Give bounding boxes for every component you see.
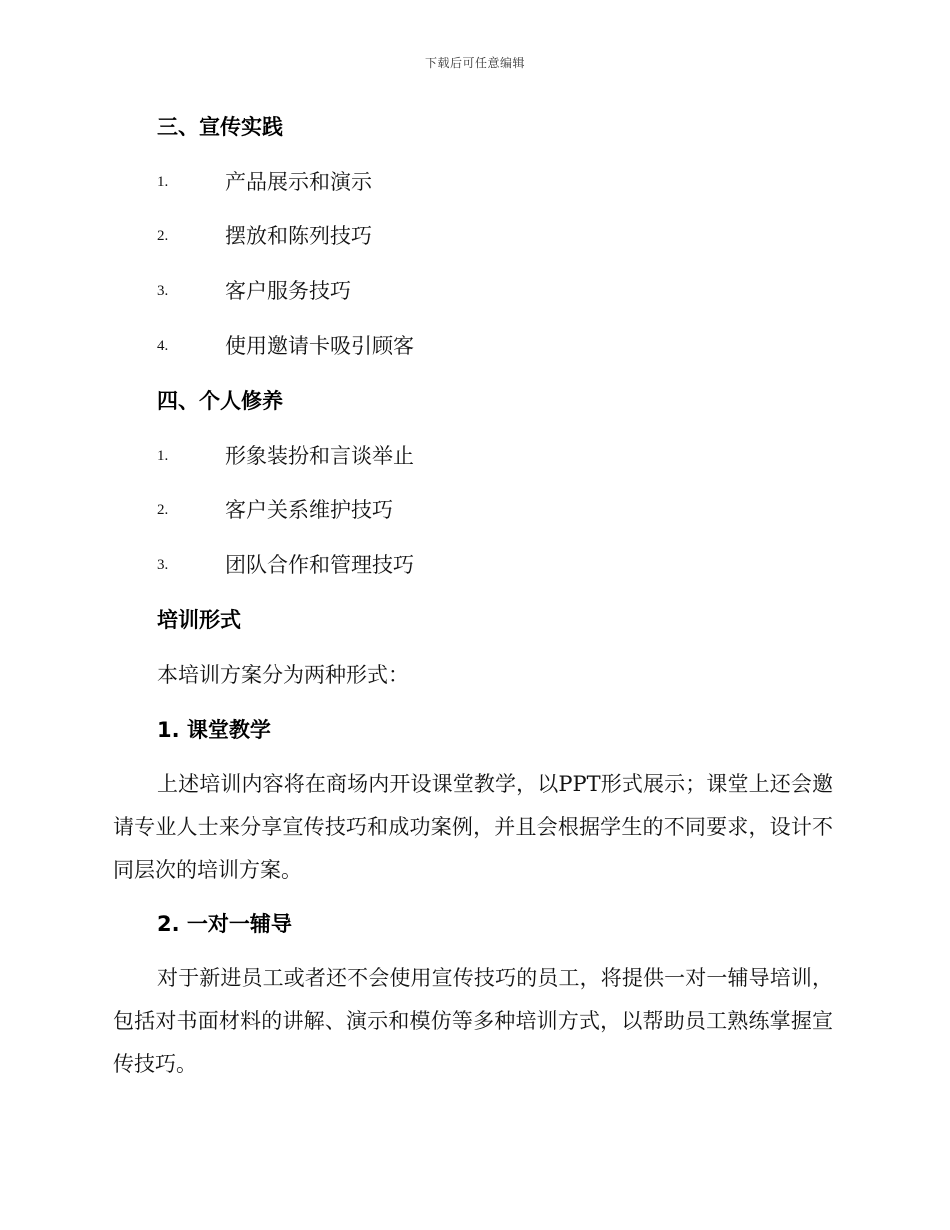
list-number: 2. <box>157 228 169 244</box>
list-number: 3. <box>157 557 169 573</box>
classroom-paragraph: 上述培训内容将在商场内开设课堂教学，以PPT形式展示；课堂上还会邀请专业人士来分享宣传技巧和成功案例，并且会根据学生的不同要求，设计不同层次的培训方案。 <box>113 772 833 882</box>
list-number: 4. <box>157 338 169 354</box>
list-text: 使用邀请卡吸引顾客 <box>225 334 414 358</box>
tutoring-paragraph: 对于新进员工或者还不会使用宣传技巧的员工，将提供一对一辅导培训，包括对书面材料的讲解、演示和模仿等多种培训方式，以帮助员工熟练掌握宣传技巧。 <box>113 966 833 1076</box>
list-text: 客户关系维护技巧 <box>225 498 393 522</box>
section-heading-personal: 四、个人修养 <box>157 389 283 413</box>
list-number: 1. <box>157 448 169 464</box>
list-number: 1. <box>157 174 169 190</box>
page-header: 下载后可任意编辑 <box>424 56 525 70</box>
list-text: 形象装扮和言谈举止 <box>225 444 414 468</box>
section-heading-practice: 三、宣传实践 <box>157 115 283 139</box>
section-heading-tutoring: 2. 一对一辅导 <box>157 912 292 936</box>
list-number: 3. <box>157 283 169 299</box>
section-heading-classroom: 1. 课堂教学 <box>157 718 271 742</box>
training-format-intro: 本培训方案分为两种形式： <box>157 663 409 687</box>
list-text: 团队合作和管理技巧 <box>225 553 414 577</box>
list-text: 摆放和陈列技巧 <box>225 224 372 248</box>
list-text: 客户服务技巧 <box>225 279 351 303</box>
list-number: 2. <box>157 502 169 518</box>
list-text: 产品展示和演示 <box>225 170 372 194</box>
section-heading-training-format: 培训形式 <box>157 608 241 632</box>
